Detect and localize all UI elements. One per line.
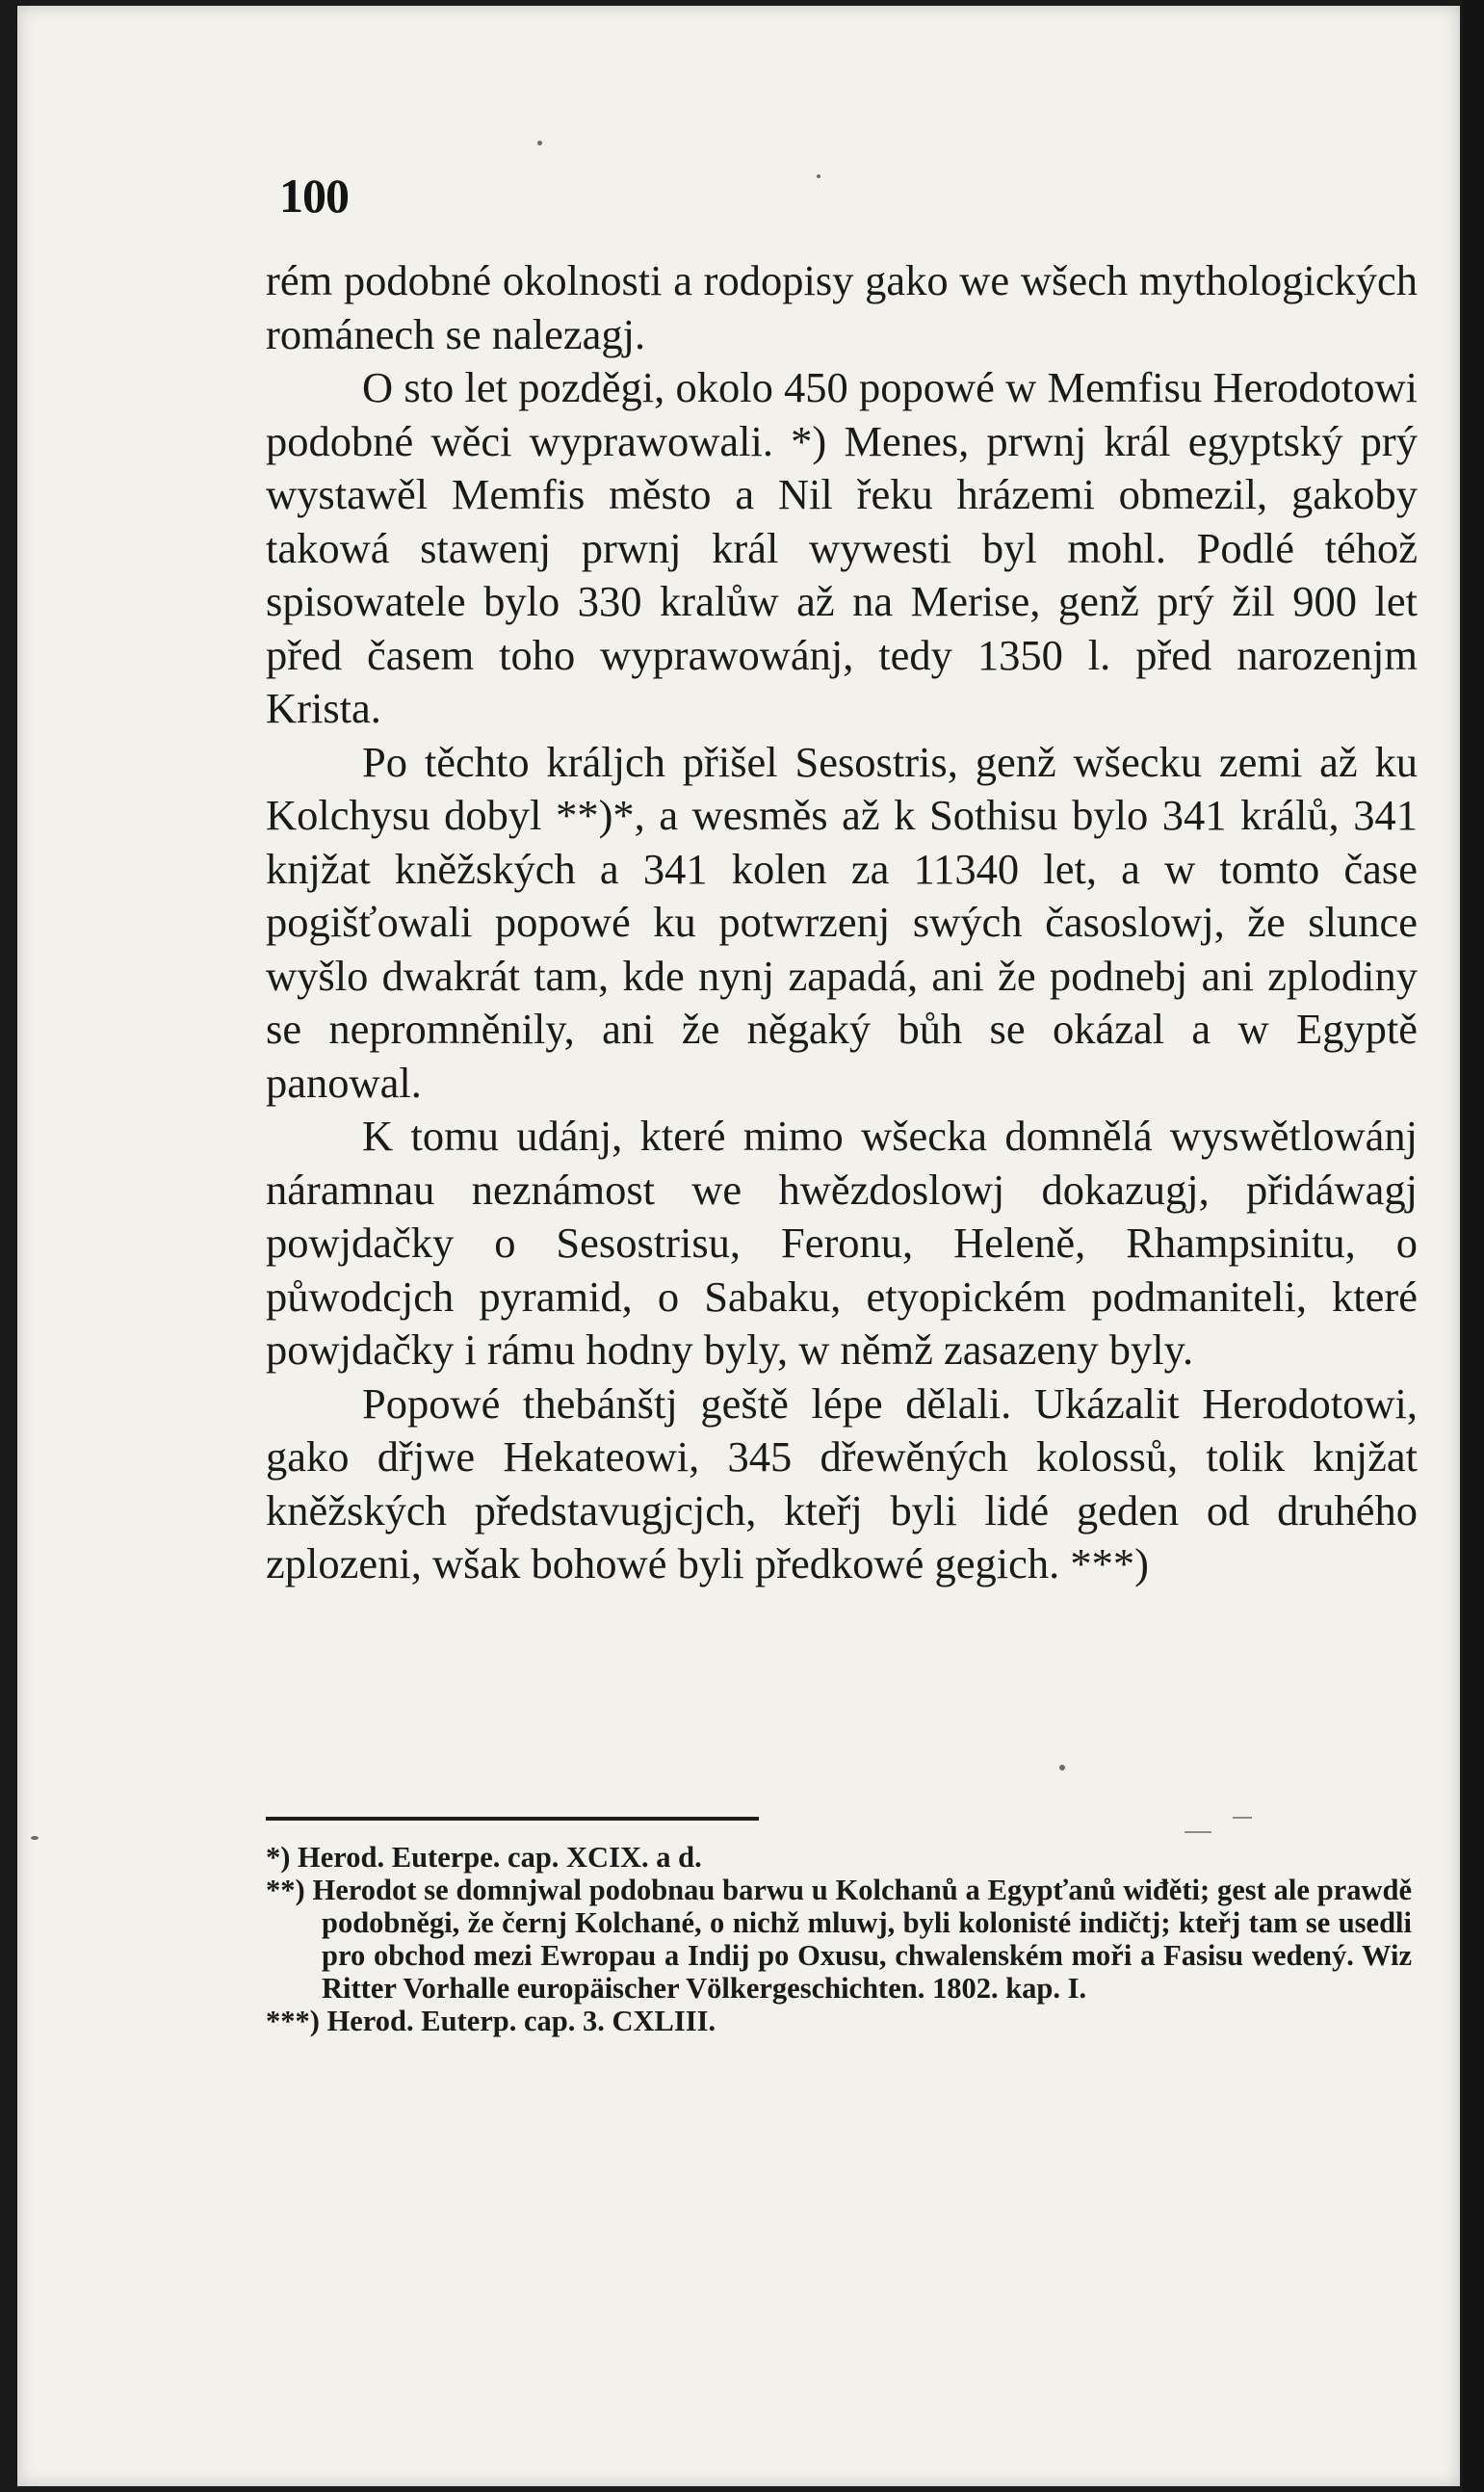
footnote: **) Herodot se domnjwal podobnau barwu u Kolchanů a Egypťanů wiđěti; gest ale prawdě podobněgi, že černj Kolchané, o nichž mluwj, byli kolonisté indičtj; kteřj tam se usedli pro obchod mezi Ewropau a Indij po Oxusu, chwalenském moři a Fasisu wedený. Wiz Ritter Vorhalle europäischer Völkergeschichten. 1802. kap. I.: [266, 1874, 1412, 2005]
paper-speck: [817, 174, 820, 178]
paragraph: Po těchto králjch přišel Sesostris, genž wšecku zemi až ku Kolchysu dobyl **)*, a wesměs až k Sothisu bylo 341 králů, 341 knjžat kněžských a 341 kolen za 11340 let, a w tomto čase pogišťowali popowé ku potwrzenj swých časoslowj, že slunce wyšlo dwakrát tam, kde nynj zapadá, ani že podnebj ani zplodiny se nepromněnily, ani že něgaký bůh se okázal a w Egyptě panowal.: [266, 737, 1418, 1107]
paper-mark: [1185, 1831, 1211, 1833]
paper-speck: [31, 1836, 39, 1840]
paper-speck: [1059, 1765, 1065, 1771]
page-number: 100: [279, 169, 349, 223]
book-page: [17, 6, 1460, 2486]
paragraph: Popowé thebánštj geště lépe dělali. Ukázalit Herodotowi, gako dřjwe Hekateowi, 345 dřewěných kolossů, tolik knjžat kněžských představugjcjch, kteřj byli lidé geden od druhého zplozeni, wšak bohowé byli předkowé gegich. ***): [266, 1378, 1418, 1587]
footnotes: [266, 1841, 1412, 2037]
paper-speck: [537, 141, 542, 145]
footnote: *) Herod. Euterpe. cap. XCIX. a d.: [266, 1841, 702, 1874]
main-text: [266, 254, 1418, 1591]
paragraph: O sto let pozděgi, okolo 450 popowé w Memfisu Herodotowi podobné wěci wyprawowali. *) Menes, prwnj král egyptský prý wystawěl Memfis město a Nil řeku hrázemi obmezil, gakoby takowá stawenj prwnj král wywesti byl mohl. Podlé téhož spisowatele bylo 330 kralůw až na Merise, genž prý žil 900 let před časem toho wyprawowánj, tedy 1350 l. před narozenjm Krista.: [266, 363, 1418, 732]
footnote-divider: [266, 1817, 759, 1821]
paragraph: rém podobné okolnosti a rodopisy gako we wšech mythologických románech se nalezagj.: [266, 256, 1418, 358]
paper-mark: [1233, 1817, 1252, 1819]
footnote: ***) Herod. Euterp. cap. 3. CXLIII.: [266, 2005, 716, 2037]
paragraph: K tomu udánj, které mimo wšecka domnělá wyswětlowánj náramnau neznámost we hwězdoslowj dokazugj, přidáwagj powjdačky o Sesostrisu, Feronu, Heleně, Rhampsinitu, o půwodcjch pyramid, o Sabaku, etyopickém podmaniteli, které powjdačky i rámu hodny byly, w němž zasazeny byly.: [266, 1112, 1418, 1374]
scan-border: [1463, 0, 1484, 2492]
